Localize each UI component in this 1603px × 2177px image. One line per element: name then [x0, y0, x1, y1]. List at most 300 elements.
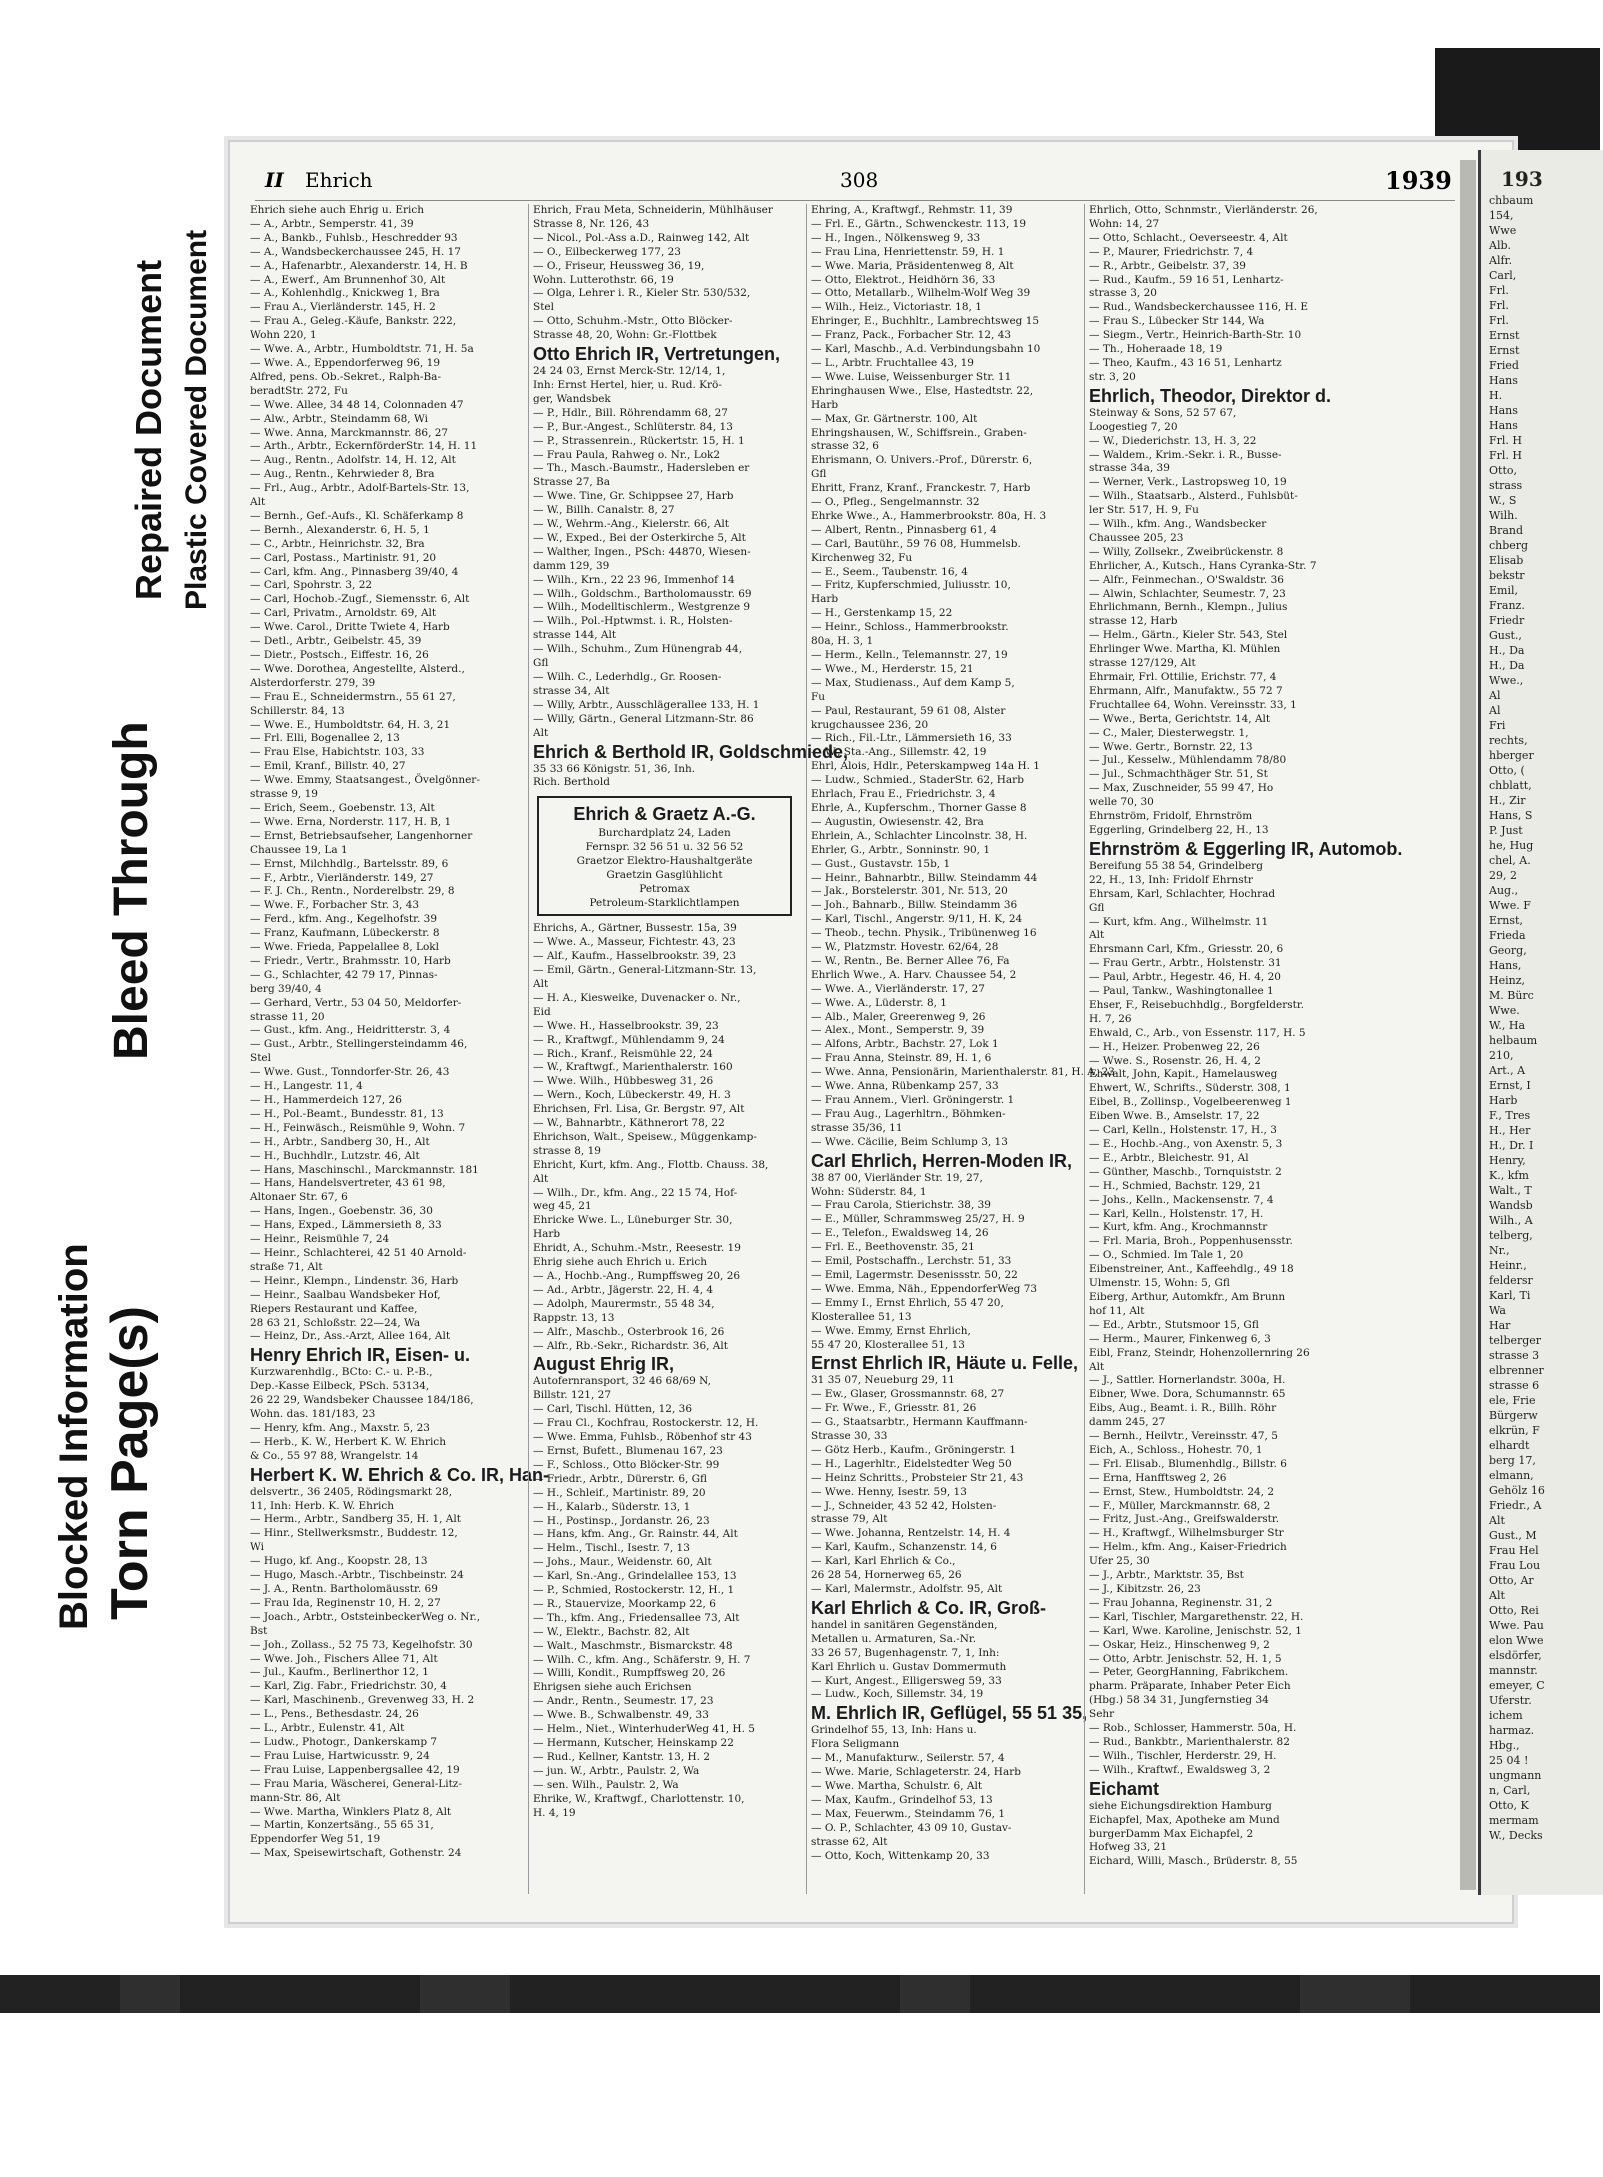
directory-entry: H. 7, 26 [1089, 1012, 1132, 1025]
next-page-entry: Wa [1489, 1304, 1506, 1317]
directory-entry: Alt [533, 1172, 549, 1185]
directory-entry: Ehrigsen siehe auch Erichsen [533, 1681, 692, 1694]
directory-entry: — W., Exped., Bei der Osterkirche 5, Alt [533, 531, 746, 544]
directory-entry: — Karl, Sn.-Ang., Grindelallee 153, 13 [533, 1570, 737, 1583]
next-page-entry: Carl, [1489, 269, 1517, 282]
directory-entry: Karl Ehrlich & Co. IR, Groß- [811, 1597, 1047, 1618]
next-page-entry: helbaum [1489, 1034, 1538, 1047]
directory-entry: strasse 9, 19 [250, 788, 318, 801]
directory-entry: Ehrmann, Alfr., Manufaktw., 55 72 7 [1089, 684, 1283, 697]
directory-entry: — Willy, Zollsekr., Zweibrückenstr. 8 [1089, 545, 1284, 558]
directory-entry: — Max, Gr. Gärtnerstr. 100, Alt [811, 412, 978, 425]
next-page-entry: Otto, K [1489, 1799, 1529, 1812]
directory-entry: — W., Bahnarbtr., Käthnerort 78, 22 [533, 1117, 725, 1130]
next-page-entry: telberg, [1489, 1229, 1533, 1242]
directory-entry: — Helm., kfm. Ang., Kaiser-Friedrich [1089, 1541, 1287, 1554]
next-page-entry: H., Her [1489, 1124, 1531, 1137]
next-page-entry: Hans [1489, 404, 1518, 417]
directory-entry: Wohn: 14, 27 [1089, 217, 1160, 230]
directory-entry: — W., Diederichstr. 13, H. 3, 22 [1089, 434, 1257, 447]
directory-entry: Autofernransport, 32 46 68/69 N, [533, 1375, 712, 1388]
directory-entry: — Rich., Fil.-Ltr., Lämmersieth 16, 33 [811, 732, 1012, 745]
directory-entry: — Wwe. Johanna, Rentzelstr. 14, H. 4 [811, 1527, 1011, 1540]
directory-entry: — Ernst, Stew., Humboldtstr. 24, 2 [1089, 1485, 1275, 1498]
directory-entry: — Ludw., Schmied., StaderStr. 62, Harb [811, 774, 1024, 787]
directory-entry: — Heinr., Schlachterei, 42 51 40 Arnold- [250, 1246, 467, 1259]
directory-entry: — Otto, Schlacht., Oeverseestr. 4, Alt [1089, 231, 1288, 244]
directory-entry: — Wwe. A., Masseur, Fichtestr. 43, 23 [533, 936, 736, 949]
directory-entry: Fu [811, 690, 826, 703]
directory-entry: — Alfr., Rb.-Sekr., Richardstr. 36, Alt [533, 1339, 728, 1352]
directory-entry: Karl Ehrlich u. Gustav Dommermuth [811, 1660, 1007, 1673]
next-page-entry: Otto, ( [1489, 764, 1525, 777]
next-page-entry: Gehölz 16 [1489, 1484, 1545, 1497]
directory-entry: — E., Arbtr., Bleichestr. 91, Al [1089, 1151, 1249, 1164]
directory-entry: welle 70, 30 [1089, 796, 1154, 809]
next-page-entry: H. [1489, 389, 1503, 402]
directory-entry: krugchaussee 236, 20 [811, 718, 929, 731]
directory-entry: Eid [533, 1005, 551, 1018]
directory-entry: — Wilh., Pol.-Hptwmst. i. R., Holsten- [533, 615, 733, 628]
directory-entry: Ehringhausen Wwe., Else, Hastedtstr. 22, [811, 384, 1034, 397]
directory-entry: — Karl, Tischler, Margarethenstr. 22, H. [1089, 1610, 1304, 1623]
next-page-entry: K., kfm [1489, 1169, 1529, 1182]
next-page-entry: strasse 6 [1489, 1379, 1540, 1392]
directory-entry: — W., Platzmstr. Hovestr. 62/64, 28 [811, 941, 999, 954]
directory-entry: — Herb., K. W., Herbert K. W. Ehrich [250, 1435, 446, 1448]
next-page-entry: Heinz, [1489, 974, 1525, 987]
directory-entry: — Ad., Arbtr., Jägerstr. 22, H. 4, 4 [533, 1283, 714, 1296]
directory-entry: — Olga, Lehrer i. R., Kieler Str. 530/532, [533, 287, 751, 300]
directory-entry: 26 22 29, Wandsbeker Chaussee 184/186, [250, 1394, 474, 1407]
next-page-entry: Wilh. [1489, 509, 1518, 522]
next-page-entry: 210, [1489, 1049, 1514, 1062]
directory-entry: — Wilh., kfm. Ang., Wandsbecker [1089, 518, 1267, 531]
top-margin [0, 0, 1600, 48]
directory-entry: — Wwe. Emmy, Ernst Ehrlich, [811, 1324, 971, 1337]
directory-entry: — Alex., Mont., Semperstr. 9, 39 [811, 1024, 985, 1037]
directory-entry: weg 45, 21 [533, 1200, 592, 1213]
directory-entry: Ehrlich, Otto, Schnmstr., Vierländerstr. 26, [1089, 204, 1318, 216]
directory-entry: Eichapfel, Max, Apotheke am Mund [1089, 1813, 1280, 1826]
advertisement-line: Fernspr. 32 56 51 u. 32 56 52 [585, 841, 744, 854]
directory-entry: — H., Schleif., Martinistr. 89, 20 [533, 1486, 706, 1499]
directory-entry: Ehwert, W., Schrifts., Süderstr. 308, 1 [1089, 1082, 1291, 1095]
directory-entry: & Co., 55 97 88, Wrangelstr. 14 [250, 1449, 419, 1462]
next-page-entry: W., S [1489, 494, 1517, 507]
directory-entry: Ehrlach, Frau E., Friedrichstr. 3, 4 [811, 788, 996, 801]
directory-entry: — Ew., Glaser, Grossmannstr. 68, 27 [811, 1388, 1005, 1401]
next-page-entry: rechts, [1489, 734, 1528, 747]
directory-entry: — H., Buchhdlr., Lutzstr. 46, Alt [250, 1149, 420, 1162]
page-header [255, 164, 1455, 201]
directory-entry: — R., Stauervize, Moorkamp 22, 6 [533, 1597, 716, 1610]
directory-entry: — Fr. Wwe., F., Griesstr. 81, 26 [811, 1402, 977, 1415]
directory-entry: — Johs., Maur., Weidenstr. 60, Alt [533, 1556, 712, 1569]
directory-entry: Ehringshausen, W., Schiffsrein., Graben- [811, 426, 1027, 439]
directory-entry: Ehrlichmann, Bernh., Klempn., Julius [1089, 601, 1288, 614]
next-page-entry: Bürgerw [1489, 1409, 1538, 1422]
next-page-entry: Otto, Rei [1489, 1604, 1539, 1617]
advertisement-line: Petroleum-Starklichtlampen [589, 897, 740, 910]
directory-entry: Billstr. 121, 27 [533, 1389, 612, 1402]
directory-entry: — Ferd., kfm. Ang., Kegelhofstr. 39 [250, 913, 438, 926]
directory-entry: Strasse 30, 33 [811, 1430, 888, 1443]
directory-entry: strasse 35/36, 11 [811, 1121, 903, 1134]
next-page-entry: strasse 3 [1489, 1349, 1540, 1362]
directory-entry: — Frau Cl., Kochfrau, Rostockerstr. 12, H. [533, 1417, 759, 1430]
directory-entry: Strasse 8, Nr. 126, 43 [533, 217, 650, 230]
directory-entry: Metallen u. Armaturen, Sa.-Nr. [811, 1632, 977, 1645]
directory-entry: — Frau S., Lübecker Str 144, Wa [1089, 315, 1265, 328]
directory-entry: — Götz Herb., Kaufm., Gröningerstr. 1 [811, 1443, 1016, 1456]
directory-entry: Alfred, pens. Ob.-Sekret., Ralph-Ba- [250, 370, 441, 383]
next-page-entry: bekstr [1489, 569, 1525, 582]
directory-entry: Ehrsmann Carl, Kfm., Griesstr. 20, 6 [1089, 943, 1284, 956]
directory-entry: Ehrlicher, A., Kutsch., Hans Cyrankа-Str. 7 [1089, 559, 1317, 572]
next-page-entry: Fri [1489, 719, 1506, 732]
next-page-entry: Al [1489, 689, 1501, 702]
directory-entry: — P., Maurer, Friedrichstr. 7, 4 [1089, 245, 1254, 258]
next-page-entry: elmann, [1489, 1469, 1534, 1482]
directory-entry: — Wwe. Allee, 34 48 14, Colonnaden 47 [250, 398, 464, 411]
directory-entry: Ehrichsen, Frl. Lisa, Gr. Bergstr. 97, Alt [533, 1103, 745, 1116]
directory-entry: siehe Eichungsdirektion Hamburg [1089, 1799, 1272, 1812]
directory-entry: — Dietr., Postsch., Eiffestr. 16, 26 [250, 649, 429, 661]
directory-entry: 33 26 57, Bugenhagenstr. 7, 1, Inh: [811, 1646, 1000, 1659]
directory-entry: — A., Arbtr., Semperstr. 41, 39 [250, 217, 414, 230]
directory-entry: — Ludw., Koch, Sillemstr. 34, 19 [811, 1688, 984, 1701]
directory-entry: — R., Arbtr., Geibelstr. 37, 39 [1089, 259, 1246, 272]
directory-entry: — Carl, Postass., Martinistr. 91, 20 [250, 551, 437, 564]
directory-entry: — O., Schmied. Im Tale 1, 20 [1089, 1249, 1244, 1262]
directory-entry: — Joh., Bahnarb., Billw. Steindamm 36 [811, 899, 1018, 912]
directory-entry: — Max, Zuschneider, 55 99 47, Ho [1089, 782, 1274, 795]
directory-entry: — Frau A., Vierländerstr. 145, H. 2 [250, 301, 436, 314]
directory-entry: — Herm., Kelln., Telemannstr. 27, 19 [811, 649, 1008, 661]
directory-entry: — Frl. E., Beethovenstr. 35, 21 [811, 1241, 975, 1254]
directory-entry: Wohn: Süderstr. 84, 1 [811, 1185, 927, 1198]
directory-entry: — J., Sattler. Hornerlandstr. 300a, H. [1089, 1374, 1286, 1387]
directory-entry: — Wwe. Anna, Marckmannstr. 86, 27 [250, 426, 449, 439]
directory-entry: — Alfr., Feinmechan., O'Swaldstr. 36 [1089, 573, 1284, 586]
directory-entry: str. 3, 20 [1089, 370, 1136, 383]
directory-entry: — Carl, Bautühr., 59 76 08, Hummelsb. [811, 537, 1021, 550]
next-page-entry: Har [1489, 1319, 1511, 1332]
directory-entry: — Jul., Kaufm., Berlinerthor 12, 1 [250, 1666, 429, 1679]
next-page-entry: Wilh., A [1489, 1214, 1533, 1227]
directory-entry: Alt [1089, 929, 1105, 942]
next-page-entry: Hans, [1489, 959, 1522, 972]
directory-entry: Stel [250, 1052, 271, 1065]
directory-entry: — Gerhard, Vertr., 53 04 50, Meldorfer- [250, 996, 462, 1009]
next-page-entry: Wwe. Pau [1489, 1619, 1544, 1632]
next-page-entry: Franz. [1489, 599, 1525, 612]
directory-entry: — Wern., Koch, Lübeckerstr. 49, H. 3 [533, 1089, 731, 1102]
directory-entry: — P., Strassenrein., Rückertstr. 15, H. 1 [533, 434, 745, 447]
directory-entry: — Heinr., Schloss., Hammerbrookstr. [811, 621, 1009, 634]
next-page-entry: elsdörfer, [1489, 1649, 1542, 1662]
directory-entry: — Wwe. E., Humboldtstr. 64, H. 3, 21 [250, 718, 451, 731]
directory-entry: Eibs, Aug., Beamt. i. R., Billh. Röhr [1089, 1402, 1277, 1415]
directory-entry: berg 39/40, 4 [250, 982, 322, 995]
directory-entry: — H., Ingen., Nölkensweg 9, 33 [811, 231, 981, 244]
directory-entry: — Wwe. Henny, Isestr. 59, 13 [811, 1485, 967, 1498]
next-page-entry: chel, A. [1489, 854, 1531, 867]
directory-entry: — G., Schlachter, 42 79 17, Pinnas- [250, 968, 438, 981]
directory-entry: — Adolph, Maurermstr., 55 48 34, [533, 1297, 715, 1310]
directory-entry: — Wilh. C., Lederhdlg., Gr. Roosen- [533, 671, 722, 683]
directory-entry: — Franz, Pack., Forbacher Str. 12, 43 [811, 329, 1012, 342]
directory-entry: Carl Ehrlich, Herren-Moden IR, [811, 1150, 1073, 1171]
directory-entry: — Wwe. Emma, Fuhlsb., Röbenhof str 43 [533, 1431, 752, 1444]
directory-entry: Ehricht, Kurt, kfm. Ang., Flottb. Chauss. 38, [533, 1158, 769, 1171]
directory-entry: — C., Maler, Diesterwegstr. 1, [1089, 726, 1249, 739]
directory-entry: Rich. Berthold [533, 776, 610, 789]
next-page-entry: Frl. [1489, 314, 1509, 327]
directory-entry: Eich, A., Schloss., Hohestr. 70, 1 [1089, 1443, 1263, 1456]
directory-entry: Flora Seligmann [811, 1738, 900, 1751]
directory-entry: — Carl, kfm. Ang., Pinnasberg 39/40, 4 [250, 565, 459, 578]
directory-entry: — Wwe. A., Lüderstr. 8, 1 [811, 996, 947, 1009]
directory-entry: — H., Postinsp., Jordanstr. 26, 23 [533, 1514, 710, 1527]
directory-entry: — L., Arbtr., Eulenstr. 41, Alt [250, 1722, 405, 1735]
next-page-entry: H., Dr. I [1489, 1139, 1534, 1152]
directory-entry: — Frau Johanna, Reginenstr. 31, 2 [1089, 1596, 1273, 1609]
directory-entry: Harb [533, 1228, 561, 1241]
directory-entry: — H., Heizer. Probenweg 22, 26 [1089, 1040, 1260, 1053]
directory-entry: Ehrmair, Frl. Ottilie, Erichstr. 77, 4 [1089, 671, 1277, 683]
directory-entry: Hofweg 33, 21 [1089, 1841, 1168, 1854]
directory-entry: — Wwe. A., Arbtr., Humboldtstr. 71, H. 5a [250, 343, 474, 356]
next-page-entry: 29, 2 [1489, 869, 1517, 882]
directory-entry: H. 4, 19 [533, 1806, 576, 1819]
directory-entry: — H., Feinwäsch., Reismühle 9, Wohn. 7 [250, 1121, 466, 1134]
directory-entry: — C., Arbtr., Heinrichstr. 32, Bra [250, 537, 425, 550]
directory-entry: — Aug., Rentn., Adolfstr. 14, H. 12, Alt [250, 454, 456, 467]
next-page-entry: Uferstr. [1489, 1694, 1532, 1707]
directory-entry: — H., Hammerdeich 127, 26 [250, 1094, 402, 1106]
advertisement-line: Graetzor Elektro-Haushaltgeräte [576, 855, 753, 868]
directory-entry: Steinway & Sons, 52 57 67, [1089, 406, 1237, 419]
next-page-entry: Art., A [1489, 1064, 1526, 1077]
advertisement-box [537, 796, 792, 916]
advertisement-title: Ehrich & Graetz A.-G. [573, 804, 756, 825]
directory-entry: delsvertr., 36 2405, Rödingsmarkt 28, [250, 1485, 453, 1498]
next-page-entry: strass [1489, 479, 1523, 492]
directory-entry: — A., Hochb.-Ang., Rumpffsweg 20, 26 [533, 1270, 741, 1282]
directory-entry: — Wwe. Frieda, Pappelallee 8, Lokl [250, 941, 440, 954]
directory-entry: — Bernh., Alexanderstr. 6, H. 5, 1 [250, 523, 430, 536]
next-page-entry: ele, Frie [1489, 1394, 1536, 1407]
next-page-entry: Fried [1489, 359, 1519, 372]
directory-entry: — Wilh., Tischler, Herderstr. 29, H. [1089, 1749, 1277, 1762]
directory-entry: — W., Elektr., Bachstr. 82, Alt [533, 1625, 690, 1638]
directory-entry: Kirchenweg 32, Fu [811, 551, 913, 564]
directory-entry: — Wwe. Tine, Gr. Schippsee 27, Harb [533, 490, 734, 503]
directory-entry: — Hugo, Masch.-Arbtr., Tischbeinstr. 24 [250, 1569, 464, 1582]
directory-entry: Gfl [533, 657, 549, 670]
next-page-entry: Emil, [1489, 584, 1518, 597]
directory-entry: M. Ehrlich IR, Geflügel, 55 51 35, [811, 1703, 1088, 1724]
next-page-entry: Frieda [1489, 929, 1526, 942]
directory-entry: — P., Bur.-Angest., Schlüterstr. 84, 13 [533, 420, 733, 433]
directory-entry: — R., Kraftwgf., Mühlendamm 9, 24 [533, 1033, 725, 1046]
directory-entry: Henry Ehrich IR, Eisen- u. [250, 1345, 471, 1366]
next-page-entry: H., Zir [1489, 794, 1526, 807]
directory-entry: Stel [533, 301, 554, 314]
directory-entry: — jun. W., Arbtr., Paulstr. 2, Wa [533, 1764, 700, 1777]
directory-entry: — Heinr., Bahnarbtr., Billw. Steindamm 44 [811, 871, 1038, 884]
next-page-entry: elbrenner [1489, 1364, 1544, 1377]
directory-entry: — Günther, Maschb., Tornquiststr. 2 [1089, 1165, 1282, 1178]
directory-entry: Alt [250, 496, 266, 509]
directory-entry: Rappstr. 13, 13 [533, 1311, 615, 1324]
directory-entry: Gfl [811, 468, 827, 481]
directory-entry: — Hans, Maschinschl., Marckmannstr. 181 [250, 1163, 479, 1176]
next-page-entry: P. Just [1489, 824, 1523, 837]
directory-entry: Gfl [1089, 901, 1105, 914]
directory-entry: Ehrnström & Eggerling IR, Automob. [1089, 838, 1403, 859]
next-page-entry: elkrün, F [1489, 1424, 1540, 1437]
next-page-entry: Elisab [1489, 554, 1524, 567]
directory-entry: — Jul., Schmachthäger Str. 51, St [1089, 768, 1268, 781]
directory-entry: Riepers Restaurant und Kaffee, [250, 1302, 418, 1315]
directory-entry: — Kurt, Angest., Elligersweg 59, 33 [811, 1674, 1002, 1687]
directory-entry: — Frau Anna, Steinstr. 89, H. 1, 6 [811, 1052, 992, 1065]
directory-entry: — Wilh., Goldschm., Bartholomausstr. 69 [533, 587, 752, 600]
directory-entry: — Erna, Hanfftsweg 2, 26 [1089, 1471, 1227, 1484]
directory-entry: — Jak., Borstelerstr. 301, Nr. 513, 20 [811, 885, 1008, 898]
next-page-entry: Hans [1489, 419, 1518, 432]
directory-entry: — Heinz Schritts., Probsteier Str 21, 43 [811, 1471, 1024, 1484]
directory-entry: Ehrler, G., Arbtr., Sonninstr. 90, 1 [811, 843, 991, 856]
scanned-directory-page [228, 140, 1514, 1924]
directory-entry: — Werner, Verk., Lastropsweg 10, 19 [1089, 476, 1287, 489]
directory-entry: — Walther, Ingen., PSch: 44870, Wiesen- [533, 545, 751, 558]
directory-entry: strasse 34a, 39 [1089, 462, 1170, 475]
directory-entry: Ehridt, A., Schuhm.-Mstr., Reesestr. 19 [533, 1242, 741, 1255]
directory-entry: 26 28 54, Hornerweg 65, 26 [811, 1569, 962, 1582]
directory-entry: Ehrke Wwe., A., Hammerbrookstr. 80a, H. 3 [811, 509, 1047, 522]
directory-entry: — H., Pol.-Beamt., Bundesstr. 81, 13 [250, 1107, 444, 1120]
directory-entry: — Detl., Arbtr., Geibelstr. 45, 39 [250, 635, 422, 648]
directory-entry: — Karl, Maschb., A.d. Verbindungsbahn 10 [811, 343, 1041, 356]
advertisement-line: Graetzin Gasglühlicht [606, 869, 723, 882]
directory-entry: — Heinr., Reismühle 7, 24 [250, 1233, 390, 1246]
directory-columns [250, 204, 1460, 1894]
directory-entry: strasse 3, 20 [1089, 287, 1157, 300]
directory-entry: — Frau Gertr., Arbtr., Holstenstr. 31 [1089, 957, 1282, 970]
directory-entry: — M., Manufakturw., Seilerstr. 57, 4 [811, 1752, 1005, 1765]
directory-entry: Kurzwarenhdlg., BCto: C.- u. P.-B., [250, 1366, 433, 1379]
directory-entry: — Otto, Arbtr. Jenischstr. 52, H. 1, 5 [1089, 1652, 1282, 1665]
directory-entry: — Hans, kfm. Ang., Gr. Rainstr. 44, Alt [533, 1528, 738, 1541]
directory-entry: — Carl, Privatm., Arnoldstr. 69, Alt [250, 607, 437, 620]
directory-entry: — Willy, Arbtr., Ausschlägerallee 133, H. 1 [533, 698, 760, 711]
next-page-entry: mermam [1489, 1814, 1539, 1827]
directory-entry: Ehritt, Franz, Kranf., Franckestr. 7, Harb [811, 482, 1031, 495]
next-page-entry: Frl. [1489, 284, 1509, 297]
directory-entry: — Paul, Restaurant, 59 61 08, Alster [811, 704, 1006, 717]
next-page-entry: Nr., [1489, 1244, 1510, 1257]
next-page-entry: F., Tres [1489, 1109, 1531, 1122]
directory-entry: — H., Arbtr., Sandberg 30, H., Alt [250, 1135, 430, 1148]
next-page-entry: Alfr. [1489, 254, 1513, 267]
directory-entry: — Wwe. A., Eppendorferweg 96, 19 [250, 356, 441, 369]
directory-entry: — Wwe. F., Forbacher Str. 3, 43 [250, 899, 420, 912]
directory-entry: — A., Ewerf., Am Brunnenhof 30, Alt [250, 273, 446, 286]
directory-entry: — Karl, Maschinenb., Grevenweg 33, H. 2 [250, 1694, 475, 1707]
next-page-entry: Karl, Ti [1489, 1289, 1531, 1302]
directory-entry: — Max, Kaufm., Grindelhof 53, 13 [811, 1793, 993, 1806]
directory-entry: Inh: Ernst Hertel, hier, u. Rud. Krö- [533, 378, 722, 391]
directory-entry: Wohn. Lutterothstr. 66, 19 [533, 273, 674, 286]
directory-entry: — Alfr., Maschb., Osterbrook 16, 26 [533, 1325, 725, 1338]
label-plastic-covered-document: Plastic Covered Document [180, 229, 213, 610]
next-page-entry: 25 04 ! [1489, 1754, 1529, 1767]
directory-entry: — Johs., Kelln., Mackensenstr. 7, 4 [1089, 1193, 1274, 1206]
directory-entry: — A., Kohlenhdlg., Knickweg 1, Bra [250, 287, 440, 300]
directory-entry: — Walt., Maschmstr., Bismarckstr. 48 [533, 1639, 733, 1652]
directory-entry: — A., Wandsbeckerchaussee 245, H. 17 [250, 245, 461, 258]
directory-entry: ler Str. 517, H. 9, Fu [1089, 504, 1199, 517]
next-page-entry: he, Hug [1489, 839, 1534, 852]
directory-entry: — J., Schneider, 43 52 42, Holsten- [811, 1499, 997, 1512]
directory-entry: — O. P., Schlachter, 43 09 10, Gustav- [811, 1821, 1012, 1834]
directory-entry: Wohn 220, 1 [250, 329, 317, 342]
directory-entry: — Wwe. Maria, Präsidentenweg 8, Alt [811, 259, 1014, 272]
directory-entry: beradtStr. 272, Fu [250, 384, 348, 397]
directory-entry: — Ernst, Betriebsaufseher, Langenhorner [250, 829, 473, 842]
directory-entry: — Wwe. Marie, Schlageterstr. 24, Harb [811, 1766, 1021, 1779]
directory-entry: — Ernst, Milchhdlg., Bartelsstr. 89, 6 [250, 857, 449, 870]
directory-entry: handel in sanitären Gegenständen, [811, 1618, 998, 1631]
next-page-entry: H., Da [1489, 644, 1525, 657]
next-page-entry: Hans [1489, 374, 1518, 387]
directory-entry: Eichamt [1089, 1778, 1160, 1799]
directory-entry: — Emil, Lagermstr. Desenissstr. 50, 22 [811, 1268, 1018, 1281]
directory-entry: Ehrig siehe auch Ehrich u. Erich [533, 1256, 708, 1269]
directory-entry: Chaussee 19, La 1 [250, 843, 348, 856]
directory-entry: — J., Kibitzstr. 26, 23 [1089, 1583, 1201, 1595]
directory-entry: — Arth., Arbtr., EckernförderStr. 14, H. 11 [250, 440, 478, 453]
directory-entry: — Alw., Arbtr., Steindamm 68, Wi [250, 412, 428, 425]
directory-entry: 38 87 00, Vierländer Str. 19, 27, [811, 1171, 983, 1184]
label-blocked-information: Blocked Information [52, 1243, 96, 1630]
directory-entry: strasse 144, Alt [533, 629, 617, 642]
directory-entry: — Frau Luise, Lappenbergsallee 42, 19 [250, 1763, 460, 1776]
next-page-lines [1481, 193, 1603, 1843]
next-page-entry: Frau Hel [1489, 1544, 1539, 1557]
next-page-entry: elhardt [1489, 1439, 1530, 1452]
label-bleed-through: Bleed Through [105, 721, 158, 1060]
directory-entry: — Wwe. Martha, Winklers Platz 8, Alt [250, 1805, 452, 1818]
directory-entry: — Wilh., Schuhm., Zum Hünengrab 44, [533, 643, 743, 656]
directory-entry: — Hinr., Stellwerksmstr., Buddestr. 12, [250, 1527, 458, 1540]
next-page-entry: Friedr., A [1489, 1499, 1542, 1512]
directory-entry: — Waldem., Krim.-Sekr. i. R., Busse- [1089, 448, 1282, 461]
directory-entry: Strasse 27, Ba [533, 476, 611, 489]
directory-entry: strasse 8, 19 [533, 1144, 601, 1157]
directory-entry: Alt [533, 977, 549, 990]
directory-entry: (Hbg.) 58 34 31, Jungfernstieg 34 [1089, 1694, 1269, 1707]
directory-entry: Ehrsam, Karl, Schlachter, Hochrad [1089, 887, 1276, 900]
directory-entry: — J., Arbtr., Marktstr. 35, Bst [1089, 1569, 1244, 1582]
directory-entry: Ehrlein, A., Schlachter Lincolnstr. 38, H. [811, 829, 1028, 842]
directory-entry: Bereifung 55 38 54, Grindelberg [1089, 859, 1263, 872]
next-page-entry: Wwe., [1489, 674, 1524, 687]
